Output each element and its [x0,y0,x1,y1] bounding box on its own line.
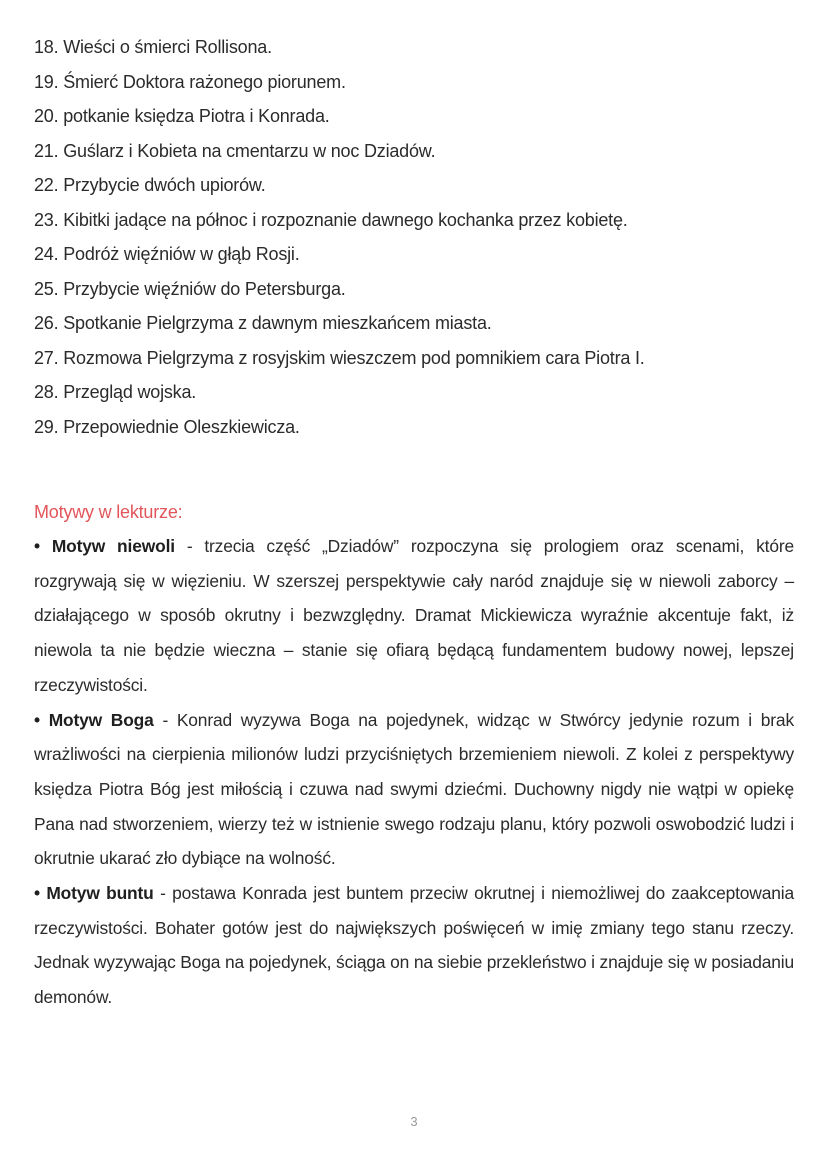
page-number: 3 [410,1114,418,1129]
motif-rebellion-name: • Motyw buntu [34,883,154,904]
motif-slavery-name: • Motyw niewoli [34,536,175,556]
scene-item: 28. Przegląd wojska. [34,382,197,402]
motif-rebellion-paragraph [34,876,794,1015]
motifs-heading: Motywy w lekturze: [34,502,183,522]
page-content [34,30,794,1015]
motif-god-text: - Konrad wyzywa Boga na pojedynek, widząc w Stwórcy jedynie rozum i brak wrażliwości na cierpienia milionów ludzi przyciśniętych brzemieniem niewoli. Z kolei z perspektywy księdza Piotra Bóg jest miłością i czuwa nad swymi dziećmi. Duchowny nigdy nie wątpi w opiekę Pana nad stworzeniem, wierzy też w istnienie swego rodzaju planu, który pozwoli oswobodzić ludzi i okrutnie ukarać zło dybiące na wolność. [34,709,794,869]
scene-item: 22. Przybycie dwóch upiorów. [34,175,266,195]
scene-item: 26. Spotkanie Pielgrzyma z dawnym mieszkańcem miasta. [34,313,492,333]
scene-item: 21. Guślarz i Kobieta na cmentarzu w noc Dziadów. [34,140,436,161]
motif-slavery-paragraph [34,529,794,703]
scene-item: 19. Śmierć Doktora rażonego piorunem. [34,71,346,92]
motif-slavery-text: - trzecia część „Dziadów” rozpoczyna się prologiem oraz scenami, które rozgrywają się w więzieniu. W szerszej perspektywie cały naród znajduje się w niewoli zaborcy – działającego w sposób okrutny i bezwzględny. Dramat Mickiewicza wyraźnie akcentuje fakt, iż niewola ta nie będzie wieczna – stanie się ofiarą będącą fundamentem budowy nowej, lepszej rzeczywistości. [34,536,794,695]
scene-item: 24. Podróż więźniów w głąb Rosji. [34,244,300,264]
motif-god-paragraph [34,703,794,877]
scene-item: 27. Rozmowa Pielgrzyma z rosyjskim wieszczem pod pomnikiem cara Piotra I. [34,347,645,368]
scene-item: 18. Wieści o śmierci Rollisona. [34,37,272,57]
motif-rebellion-text: - postawa Konrada jest buntem przeciw okrutnej i niemożliwej do zaakceptowania rzeczywistości. Bohater gotów jest do największych poświęceń w imię zmiany tego stanu rzeczy. Jednak wyzywając Boga na pojedynek, ściąga on na siebie przekleństwo i znajduje się w posiadaniu demonów. [34,883,794,1008]
scene-item: 29. Przepowiednie Oleszkiewicza. [34,416,300,437]
scene-item: 20. potkanie księdza Piotra i Konrada. [34,106,330,126]
motif-god-name: • Motyw Boga [34,709,154,730]
scene-item: 25. Przybycie więźniów do Petersburga. [34,278,346,299]
scene-item: 23. Kibitki jadące na północ i rozpoznanie dawnego kochanka przez kobietę. [34,209,628,230]
scene-list [34,30,794,444]
